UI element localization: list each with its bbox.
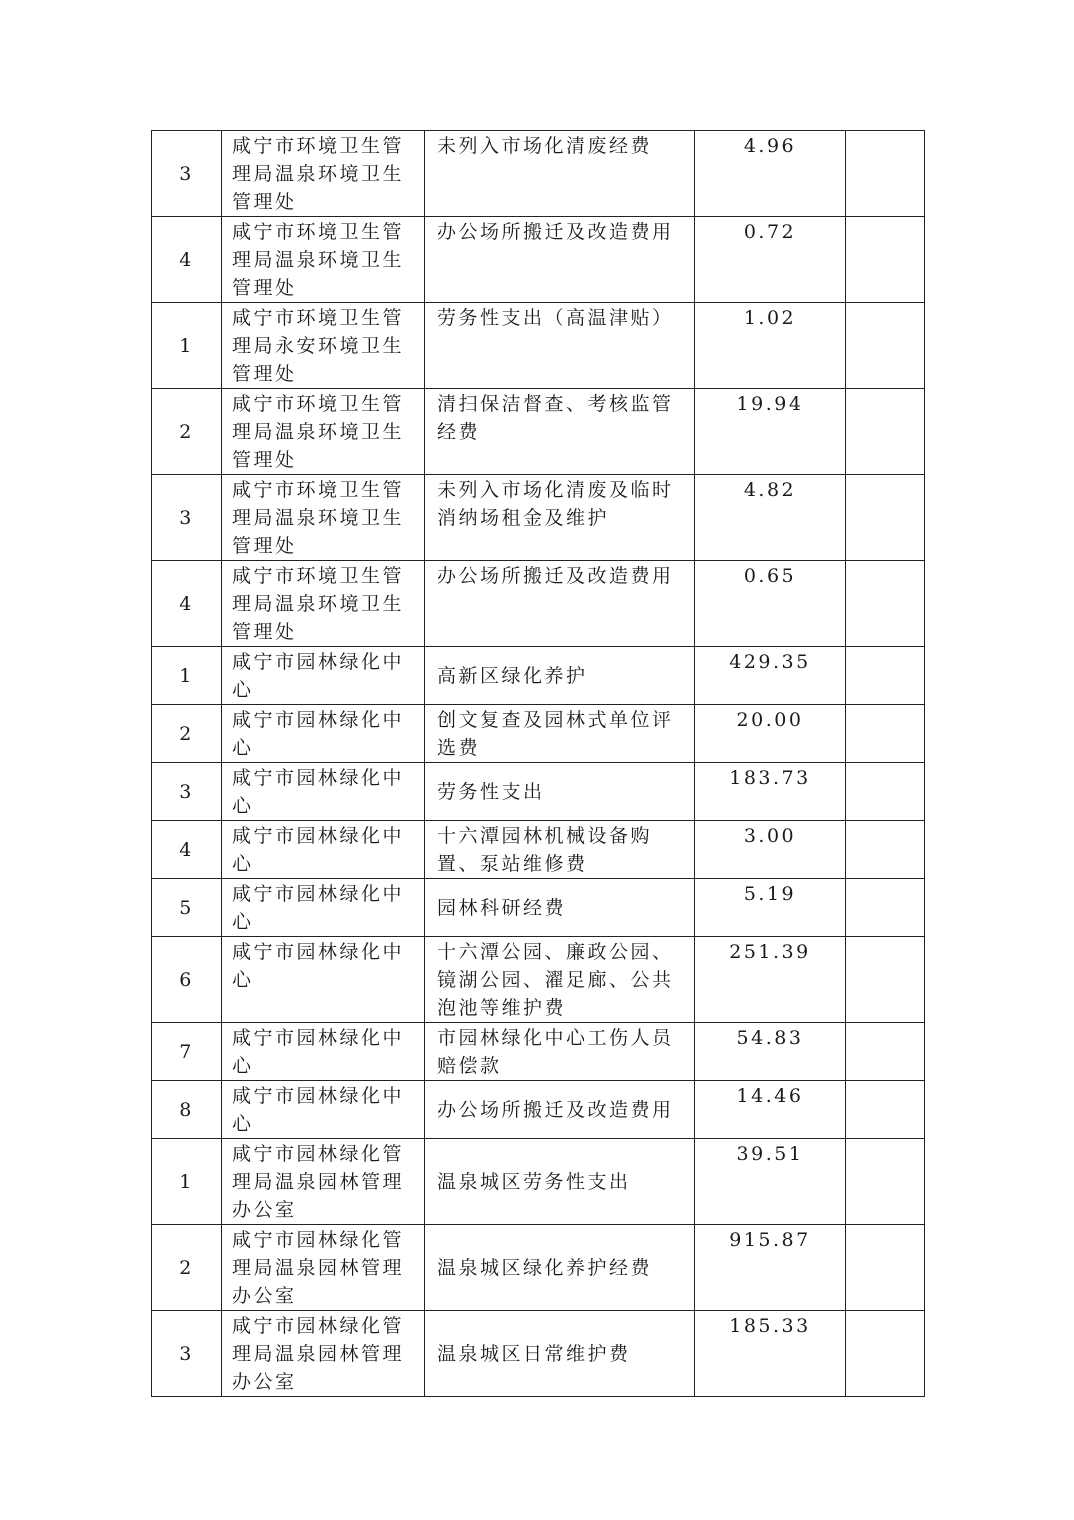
row-item: 办公场所搬迁及改造费用 bbox=[425, 561, 695, 647]
row-unit: 咸宁市园林绿化中心 bbox=[222, 705, 425, 763]
table-row bbox=[152, 647, 925, 705]
table-row bbox=[152, 1023, 925, 1081]
row-amount: 251.39 bbox=[695, 937, 846, 1023]
row-note bbox=[846, 705, 925, 763]
row-index: 4 bbox=[152, 217, 222, 303]
row-note bbox=[846, 647, 925, 705]
row-unit: 咸宁市园林绿化中心 bbox=[222, 1023, 425, 1081]
row-note bbox=[846, 1139, 925, 1225]
row-item: 十六潭公园、廉政公园、镜湖公园、濯足廊、公共泡池等维护费 bbox=[425, 937, 695, 1023]
row-unit: 咸宁市园林绿化中心 bbox=[222, 763, 425, 821]
row-index: 3 bbox=[152, 763, 222, 821]
row-note bbox=[846, 1311, 925, 1397]
row-note bbox=[846, 303, 925, 389]
row-amount: 5.19 bbox=[695, 879, 846, 937]
row-index: 1 bbox=[152, 647, 222, 705]
row-item: 市园林绿化中心工伤人员赔偿款 bbox=[425, 1023, 695, 1081]
row-index: 3 bbox=[152, 131, 222, 217]
row-unit: 咸宁市环境卫生管理局温泉环境卫生管理处 bbox=[222, 217, 425, 303]
table-row bbox=[152, 937, 925, 1023]
row-item: 十六潭园林机械设备购置、泵站维修费 bbox=[425, 821, 695, 879]
row-index: 7 bbox=[152, 1023, 222, 1081]
row-note bbox=[846, 1023, 925, 1081]
table-row bbox=[152, 821, 925, 879]
table-row bbox=[152, 303, 925, 389]
row-index: 1 bbox=[152, 1139, 222, 1225]
table-row bbox=[152, 389, 925, 475]
row-item: 办公场所搬迁及改造费用 bbox=[425, 1081, 695, 1139]
row-note bbox=[846, 937, 925, 1023]
row-amount: 4.96 bbox=[695, 131, 846, 217]
row-unit: 咸宁市园林绿化管理局温泉园林管理办公室 bbox=[222, 1225, 425, 1311]
row-unit: 咸宁市园林绿化中心 bbox=[222, 647, 425, 705]
row-index: 6 bbox=[152, 937, 222, 1023]
row-unit: 咸宁市环境卫生管理局永安环境卫生管理处 bbox=[222, 303, 425, 389]
row-note bbox=[846, 475, 925, 561]
row-note bbox=[846, 1225, 925, 1311]
row-unit: 咸宁市园林绿化中心 bbox=[222, 937, 425, 1023]
row-amount: 4.82 bbox=[695, 475, 846, 561]
row-note bbox=[846, 217, 925, 303]
table-row bbox=[152, 1139, 925, 1225]
row-unit: 咸宁市园林绿化中心 bbox=[222, 821, 425, 879]
row-index: 4 bbox=[152, 821, 222, 879]
row-item: 办公场所搬迁及改造费用 bbox=[425, 217, 695, 303]
table-row bbox=[152, 1081, 925, 1139]
row-unit: 咸宁市园林绿化管理局温泉园林管理办公室 bbox=[222, 1139, 425, 1225]
row-item: 未列入市场化清废及临时消纳场租金及维护 bbox=[425, 475, 695, 561]
row-amount: 0.72 bbox=[695, 217, 846, 303]
row-note bbox=[846, 131, 925, 217]
table-row bbox=[152, 879, 925, 937]
row-amount: 183.73 bbox=[695, 763, 846, 821]
row-note bbox=[846, 821, 925, 879]
row-unit: 咸宁市环境卫生管理局温泉环境卫生管理处 bbox=[222, 131, 425, 217]
row-note bbox=[846, 763, 925, 821]
row-amount: 0.65 bbox=[695, 561, 846, 647]
row-index: 4 bbox=[152, 561, 222, 647]
table-row bbox=[152, 131, 925, 217]
row-unit: 咸宁市环境卫生管理局温泉环境卫生管理处 bbox=[222, 561, 425, 647]
row-index: 2 bbox=[152, 1225, 222, 1311]
row-index: 2 bbox=[152, 705, 222, 763]
row-item: 创文复查及园林式单位评选费 bbox=[425, 705, 695, 763]
row-item: 温泉城区日常维护费 bbox=[425, 1311, 695, 1397]
table-row bbox=[152, 475, 925, 561]
table-row bbox=[152, 705, 925, 763]
row-item: 清扫保洁督查、考核监管经费 bbox=[425, 389, 695, 475]
row-amount: 429.35 bbox=[695, 647, 846, 705]
row-item: 未列入市场化清废经费 bbox=[425, 131, 695, 217]
table-row bbox=[152, 1311, 925, 1397]
row-amount: 54.83 bbox=[695, 1023, 846, 1081]
row-item: 劳务性支出（高温津贴） bbox=[425, 303, 695, 389]
row-unit: 咸宁市园林绿化管理局温泉园林管理办公室 bbox=[222, 1311, 425, 1397]
row-amount: 915.87 bbox=[695, 1225, 846, 1311]
row-amount: 20.00 bbox=[695, 705, 846, 763]
row-unit: 咸宁市园林绿化中心 bbox=[222, 1081, 425, 1139]
row-amount: 19.94 bbox=[695, 389, 846, 475]
table-row bbox=[152, 561, 925, 647]
row-item: 园林科研经费 bbox=[425, 879, 695, 937]
row-unit: 咸宁市园林绿化中心 bbox=[222, 879, 425, 937]
row-amount: 14.46 bbox=[695, 1081, 846, 1139]
row-index: 3 bbox=[152, 475, 222, 561]
row-amount: 1.02 bbox=[695, 303, 846, 389]
row-index: 5 bbox=[152, 879, 222, 937]
table-row bbox=[152, 763, 925, 821]
row-note bbox=[846, 879, 925, 937]
budget-table bbox=[151, 130, 925, 1397]
row-amount: 39.51 bbox=[695, 1139, 846, 1225]
row-index: 1 bbox=[152, 303, 222, 389]
row-index: 8 bbox=[152, 1081, 222, 1139]
row-item: 温泉城区绿化养护经费 bbox=[425, 1225, 695, 1311]
row-note bbox=[846, 389, 925, 475]
row-unit: 咸宁市环境卫生管理局温泉环境卫生管理处 bbox=[222, 389, 425, 475]
row-note bbox=[846, 561, 925, 647]
row-amount: 185.33 bbox=[695, 1311, 846, 1397]
table-row bbox=[152, 1225, 925, 1311]
row-item: 高新区绿化养护 bbox=[425, 647, 695, 705]
row-item: 劳务性支出 bbox=[425, 763, 695, 821]
row-index: 3 bbox=[152, 1311, 222, 1397]
row-amount: 3.00 bbox=[695, 821, 846, 879]
row-unit: 咸宁市环境卫生管理局温泉环境卫生管理处 bbox=[222, 475, 425, 561]
row-note bbox=[846, 1081, 925, 1139]
row-item: 温泉城区劳务性支出 bbox=[425, 1139, 695, 1225]
table-row bbox=[152, 217, 925, 303]
row-index: 2 bbox=[152, 389, 222, 475]
